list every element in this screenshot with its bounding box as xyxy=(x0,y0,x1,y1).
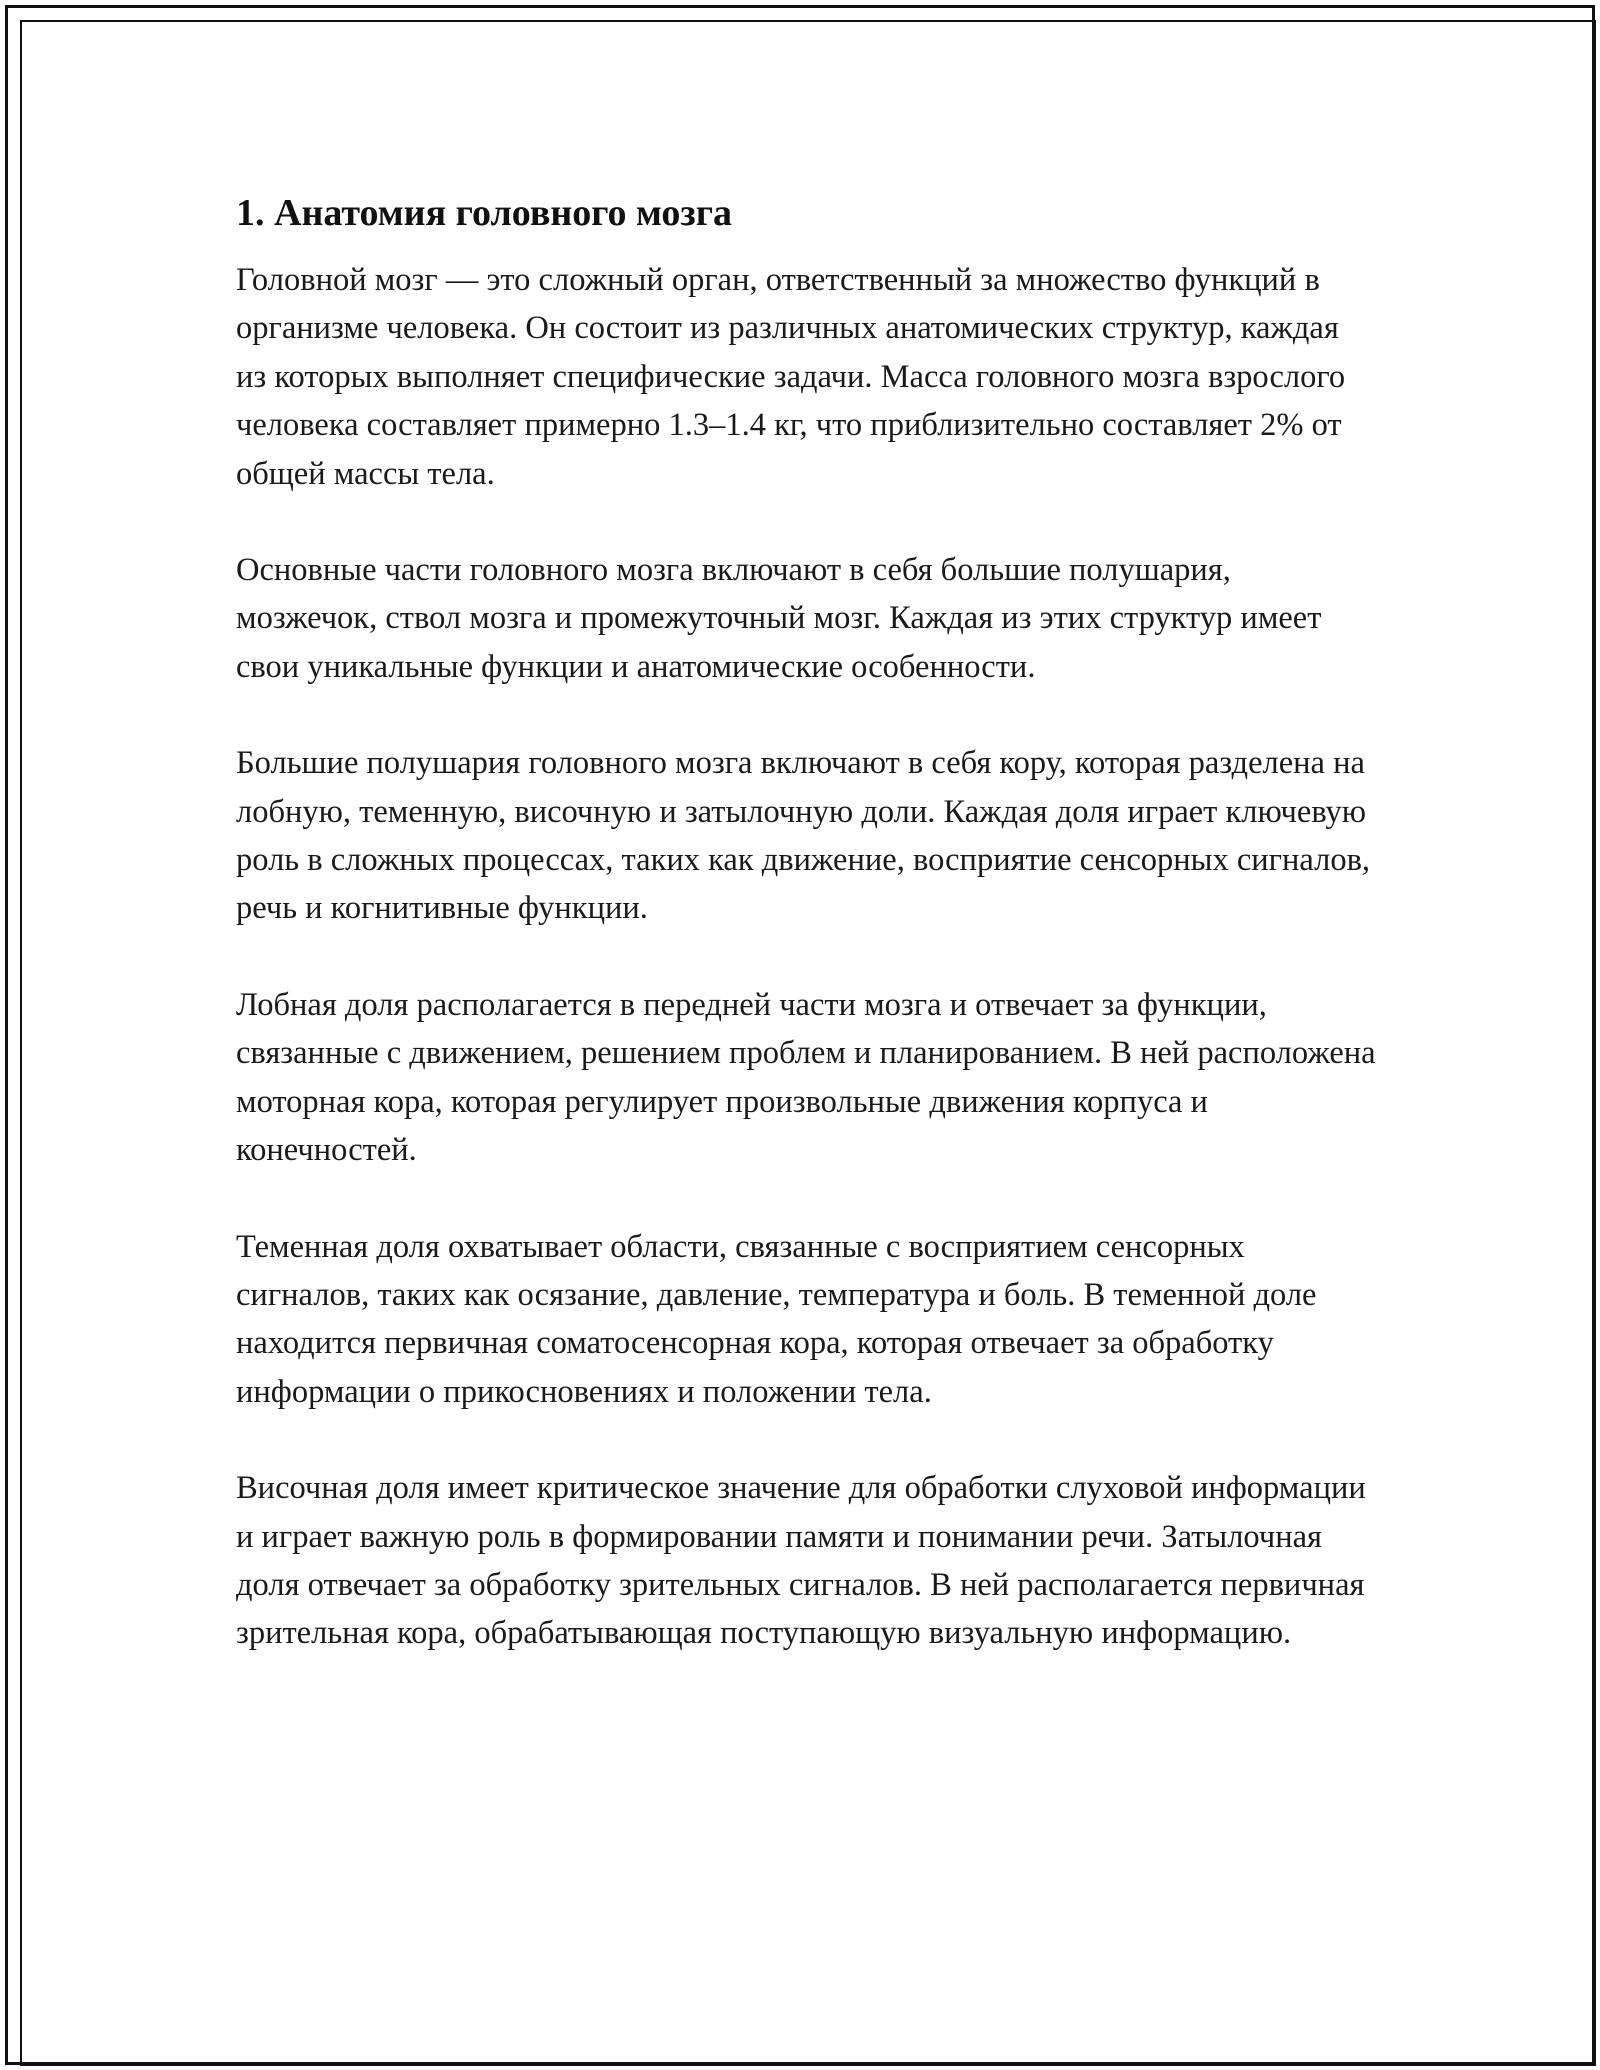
paragraph-parietal-lobe: Теменная доля охватывает области, связанные с восприятием сенсорных сигналов, таких как осязание, давление, температура и боль. В теменной доле находится первичная соматосенсорная кора, которая отвечает за обработку информации о прикосновениях и положении тела. xyxy=(236,1228,1317,1410)
document-body xyxy=(236,188,1376,1658)
section-heading: 1. Анатомия головного мозга xyxy=(236,192,732,234)
paragraph-brain-overview: Головной мозг — это сложный орган, ответственный за множество функций в организме человека. Он состоит из различных анатомических структур, каждая из которых выполняет специфические задачи. Масса головного мозга взрослого человека составляет примерно 1.3–1.4 кг, что приблизительно составляет 2% от общей массы тела. xyxy=(236,262,1346,492)
paragraph-frontal-lobe: Лобная доля располагается в передней части мозга и отвечает за функции, связанные с движением, решением проблем и планированием. В ней расположена моторная кора, которая регулирует произвольные движения корпуса и конечностей. xyxy=(236,986,1376,1169)
paragraph-temporal-occipital-lobes: Височная доля имеет критическое значение для обработки слуховой информации и играет важную роль в формировании памяти и понимании речи. Затылочная доля отвечает за обработку зрительных сигналов. В ней располагается первичная зрительная кора, обрабатывающая поступающую визуальную информацию. xyxy=(236,1470,1366,1652)
paragraph-main-parts: Основные части головного мозга включают в себя большие полушария, мозжечок, ствол мозга и промежуточный мозг. Каждая из этих структур имеет свои уникальные функции и анатомические особенности. xyxy=(236,552,1322,685)
paragraph-hemispheres: Большие полушария головного мозга включают в себя кору, которая разделена на лобную, теменную, височную и затылочную доли. Каждая доля играет ключевую роль в сложных процессах, таких как движение, восприятие сенсорных сигналов, речь и когнитивные функции. xyxy=(236,745,1371,927)
